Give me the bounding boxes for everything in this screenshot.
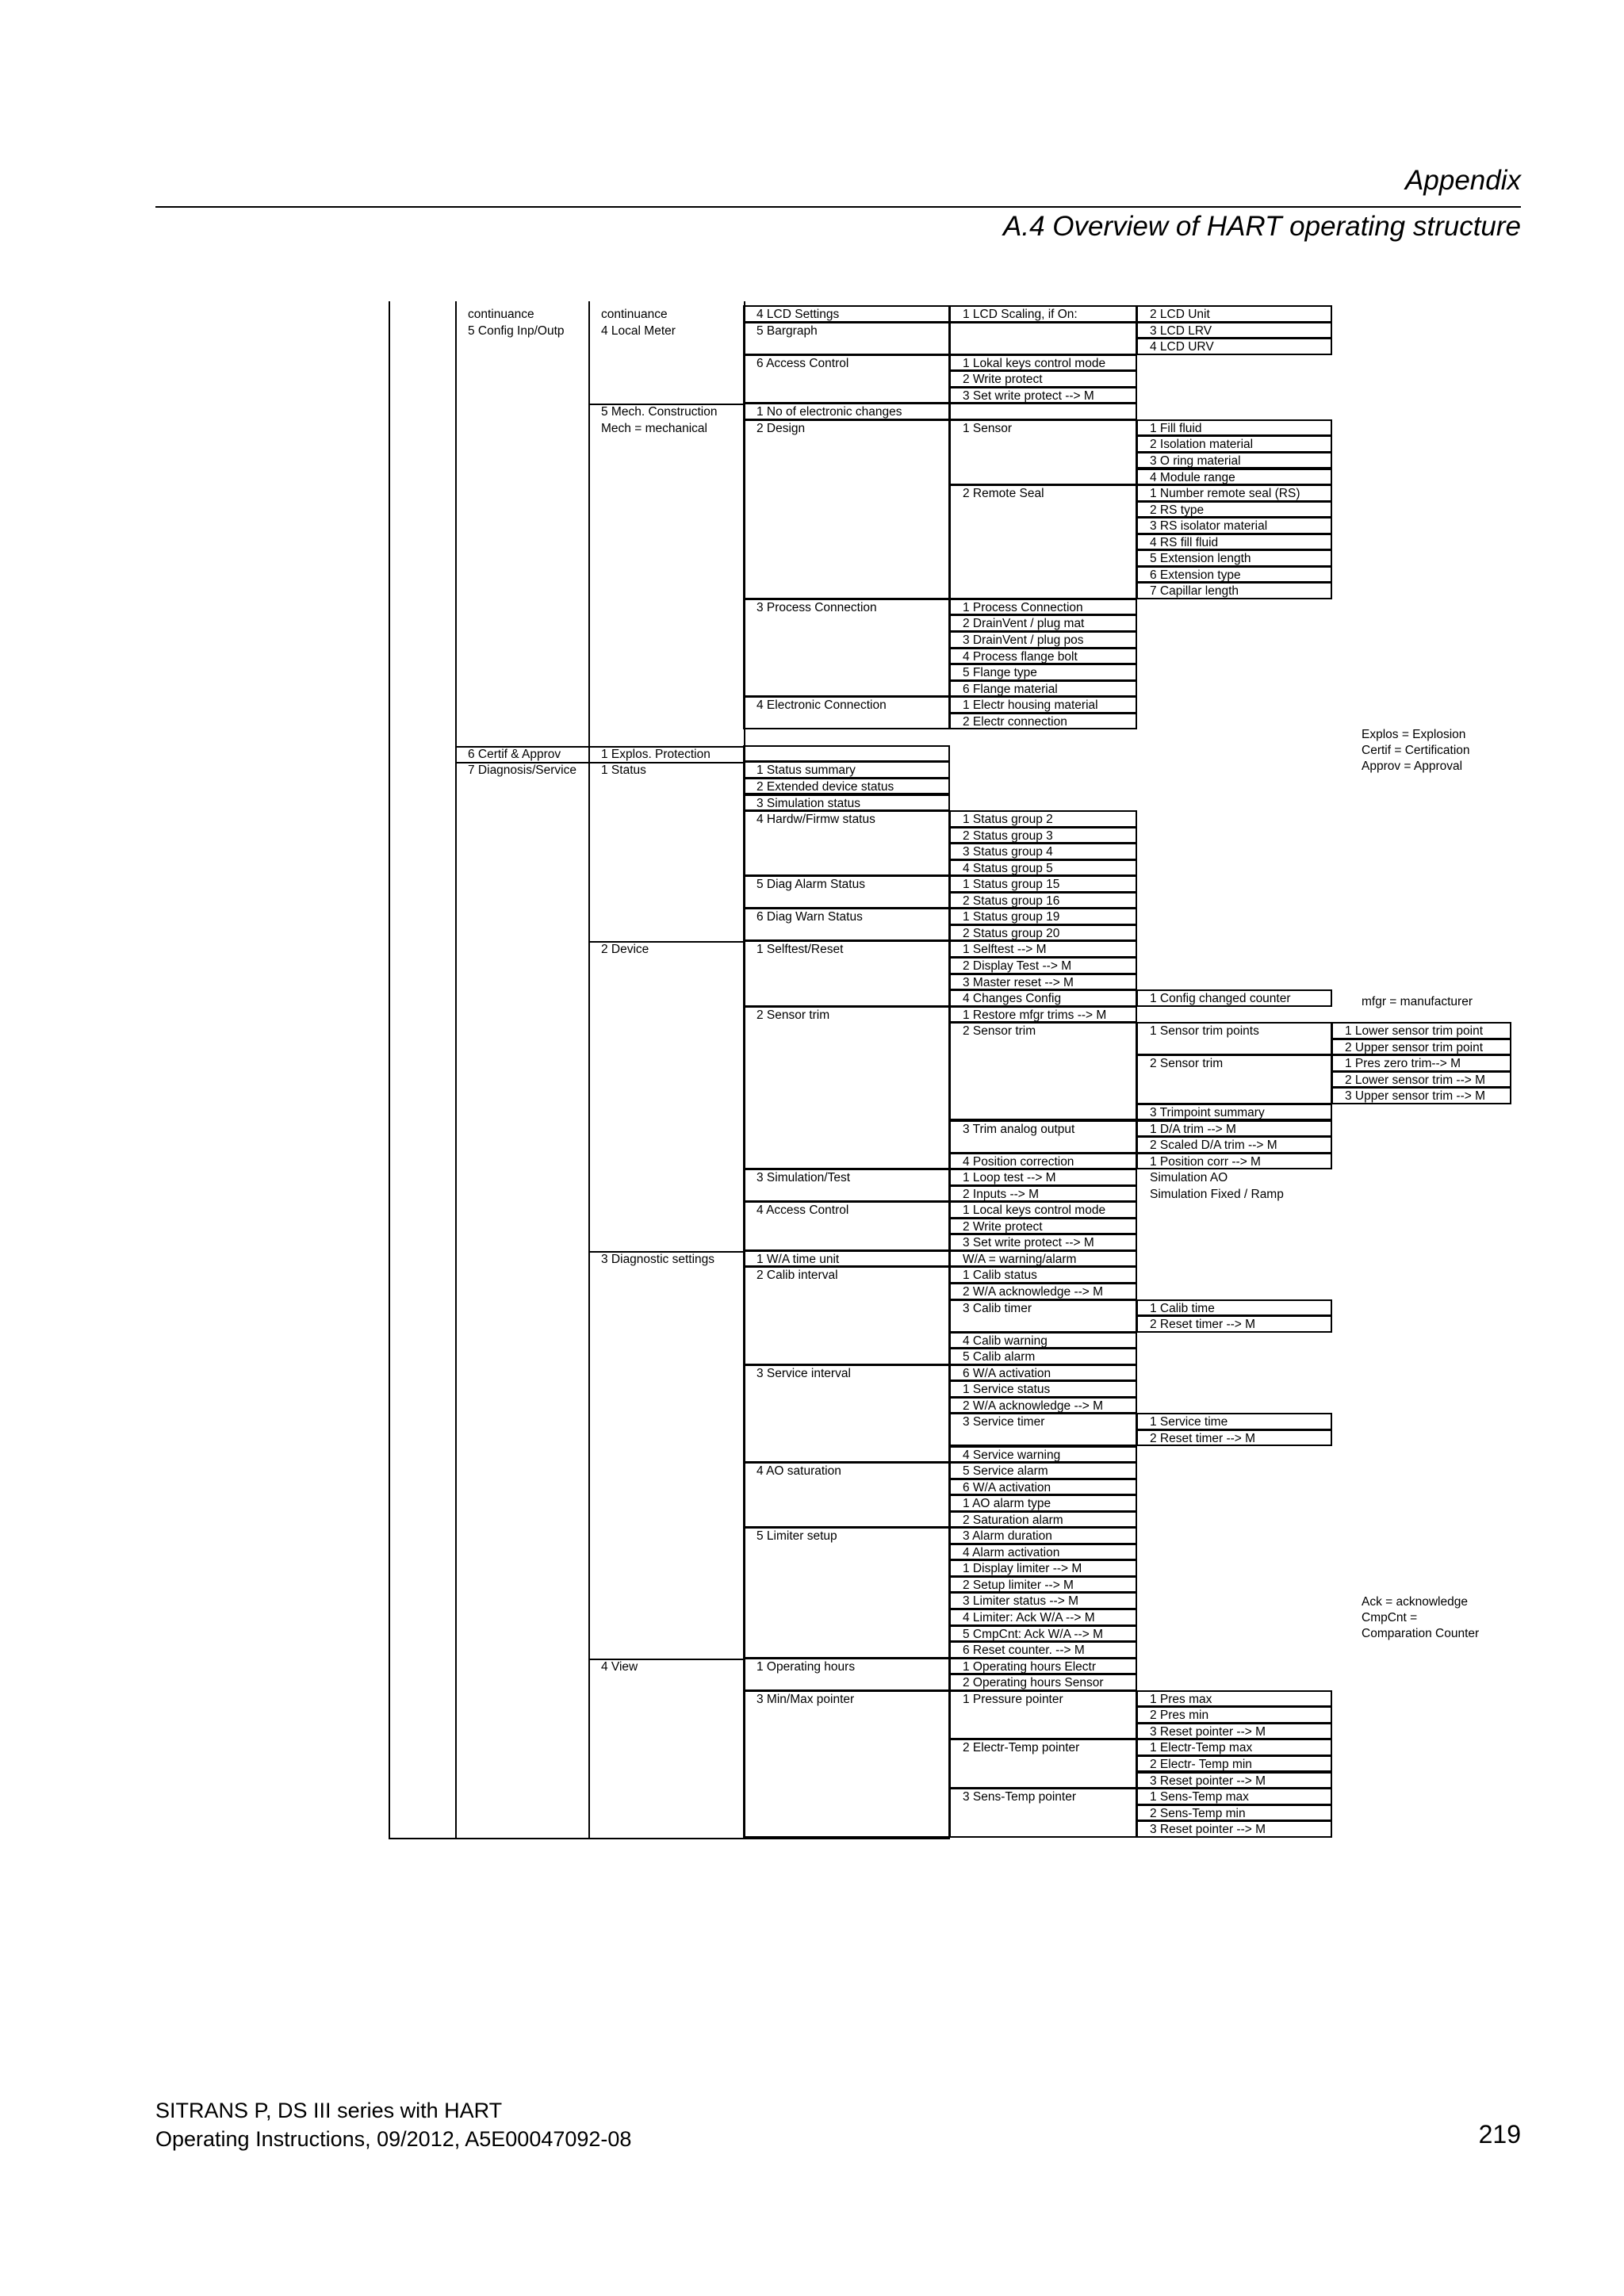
menu-item[interactable]: 2 RS type (1150, 503, 1205, 517)
menu-item[interactable]: 1 Electr housing material (963, 698, 1098, 713)
menu-item[interactable]: 5 Mech. Construction (601, 405, 718, 419)
menu-item[interactable]: 5 Bargraph (756, 323, 818, 338)
menu-item[interactable]: Simulation AO (1150, 1171, 1228, 1185)
menu-item[interactable]: 2 Status group 20 (963, 926, 1060, 940)
menu-item[interactable]: 4 Process flange bolt (963, 649, 1078, 664)
menu-item[interactable]: 3 DrainVent / plug pos (963, 633, 1084, 647)
menu-item[interactable]: 1 Lower sensor trim point (1345, 1024, 1484, 1039)
menu-item[interactable]: 2 Upper sensor trim point (1345, 1040, 1484, 1054)
menu-item[interactable]: 5 Extension length (1150, 552, 1251, 566)
menu-item[interactable]: 1 Pres max (1150, 1692, 1212, 1706)
menu-item[interactable]: 3 Trimpoint summary (1150, 1105, 1265, 1119)
menu-item[interactable]: 1 Operating hours Electr (963, 1659, 1097, 1674)
menu-item[interactable]: 2 DrainVent / plug mat (963, 617, 1085, 631)
menu-item[interactable]: 3 Reset pointer --> M (1150, 1774, 1266, 1788)
menu-item[interactable]: 1 Lokal keys control mode (963, 356, 1106, 370)
menu-item[interactable]: 4 LCD URV (1150, 340, 1214, 354)
menu-item[interactable]: 5 Diag Alarm Status (756, 878, 865, 892)
menu-item[interactable]: 4 Status group 5 (963, 861, 1053, 875)
menu-item[interactable]: 2 Sens-Temp min (1150, 1806, 1246, 1820)
menu-item[interactable]: 4 LCD Settings (756, 308, 840, 321)
menu-item[interactable]: 3 Calib timer (963, 1301, 1032, 1315)
menu-item[interactable]: 1 AO alarm type (963, 1497, 1051, 1511)
menu-item[interactable]: 3 Service timer (963, 1415, 1045, 1429)
menu-item[interactable]: 1 Calib status (963, 1269, 1037, 1283)
menu-item[interactable]: 1 Electr-Temp max (1150, 1741, 1253, 1755)
menu-item[interactable]: 4 Access Control (756, 1203, 849, 1218)
menu-item[interactable]: 2 Isolation material (1150, 438, 1254, 452)
menu-item[interactable]: 4 Electronic Connection (756, 698, 887, 713)
menu-item[interactable]: 1 Loop test --> M (963, 1171, 1056, 1185)
menu-item[interactable]: 1 Position corr --> M (1150, 1154, 1261, 1169)
menu-item[interactable]: 4 RS fill fluid (1150, 535, 1219, 549)
menu-item[interactable]: 6 Flange material (963, 682, 1058, 696)
note-mfgr: mfgr = manufacturer (1362, 995, 1473, 1008)
cell-c5 (949, 403, 1137, 420)
menu-item[interactable]: 1 Display limiter --> M (963, 1562, 1082, 1576)
menu-item[interactable]: 3 Trim analog output (963, 1122, 1075, 1136)
menu-item[interactable]: continuance (468, 308, 534, 321)
menu-item[interactable]: 3 Set write protect --> M (963, 388, 1094, 403)
menu-item[interactable]: 3 Master reset --> M (963, 975, 1074, 989)
menu-item[interactable]: 1 Sensor (963, 421, 1013, 435)
menu-item[interactable]: 2 Calib interval (756, 1269, 838, 1283)
menu-item[interactable]: 1 Pressure pointer (963, 1692, 1063, 1706)
menu-item[interactable]: 3 Simulation status (756, 796, 860, 810)
menu-item[interactable]: 3 Reset pointer --> M (1150, 1823, 1266, 1837)
tree-bottom-rule (389, 1838, 950, 1839)
tree-border-2 (455, 301, 457, 1838)
menu-item[interactable]: 4 Position correction (963, 1154, 1074, 1169)
page-number: 219 (1478, 2120, 1521, 2149)
menu-item[interactable]: 3 Status group 4 (963, 845, 1053, 859)
menu-item[interactable]: 4 Calib warning (963, 1334, 1048, 1348)
menu-item[interactable]: 3 Simulation/Test (756, 1171, 851, 1185)
menu-item[interactable]: 1 Service status (963, 1383, 1051, 1397)
menu-item[interactable]: 1 Local keys control mode (963, 1203, 1106, 1218)
menu-item[interactable]: 1 No of electronic changes (756, 405, 902, 419)
menu-item[interactable]: 1 Operating hours (756, 1659, 856, 1674)
menu-item[interactable]: 1 LCD Scaling, if On: (963, 308, 1078, 321)
tree-border-1 (389, 301, 390, 1838)
menu-item[interactable]: 1 Status (601, 763, 646, 778)
menu-item[interactable]: 2 Status group 16 (963, 894, 1060, 908)
menu-item[interactable]: 1 Fill fluid (1150, 421, 1202, 435)
cell-c4 (743, 1006, 950, 1170)
menu-item[interactable]: 2 Remote Seal (963, 487, 1044, 501)
menu-item[interactable]: 2 Pres min (1150, 1709, 1209, 1723)
menu-item[interactable]: 6 Certif & Approv (468, 747, 561, 761)
menu-item[interactable]: 3 Upper sensor trim --> M (1345, 1089, 1486, 1104)
menu-item[interactable]: 2 Device (601, 943, 649, 957)
menu-item[interactable]: 1 Sens-Temp max (1150, 1790, 1249, 1804)
menu-item[interactable]: 2 Design (756, 421, 806, 435)
menu-item[interactable]: 3 Alarm duration (963, 1529, 1052, 1544)
menu-item[interactable]: 3 Diagnostic settings (601, 1252, 715, 1266)
menu-item[interactable]: 4 Changes Config (963, 992, 1062, 1006)
menu-item[interactable]: 1 Status group 15 (963, 878, 1060, 892)
header-subtitle: A.4 Overview of HART operating structure (1003, 211, 1521, 242)
menu-item[interactable]: 2 Inputs --> M (963, 1187, 1040, 1201)
menu-item[interactable]: 3 Sens-Temp pointer (963, 1790, 1077, 1804)
menu-item[interactable]: 2 Extended device status (756, 779, 894, 794)
menu-item[interactable]: 1 Explos. Protection (601, 747, 710, 761)
menu-item[interactable]: 5 Service alarm (963, 1464, 1048, 1479)
menu-item[interactable]: 2 Reset timer --> M (1150, 1431, 1256, 1445)
menu-item[interactable]: 2 W/A acknowledge --> M (963, 1399, 1104, 1413)
menu-item[interactable]: 2 Scaled D/A trim --> M (1150, 1138, 1277, 1153)
menu-item[interactable]: 4 Alarm activation (963, 1545, 1060, 1559)
menu-item[interactable]: 6 W/A activation (963, 1480, 1051, 1494)
menu-item[interactable]: 5 Config Inp/Outp (468, 323, 565, 338)
menu-item[interactable]: 4 Limiter: Ack W/A --> M (963, 1611, 1095, 1624)
menu-item[interactable]: continuance (601, 308, 668, 321)
menu-item[interactable]: Mech = mechanical (601, 421, 707, 435)
note-certif: Certif = Certification (1362, 744, 1470, 757)
menu-item[interactable]: 2 Setup limiter --> M (963, 1578, 1074, 1592)
menu-item[interactable]: 6 W/A activation (963, 1366, 1051, 1380)
menu-item[interactable]: 3 Set write protect --> M (963, 1236, 1094, 1250)
menu-item[interactable]: 2 Electr-Temp pointer (963, 1741, 1080, 1755)
menu-item[interactable]: 4 AO saturation (756, 1464, 841, 1479)
menu-item[interactable]: 1 Selftest/Reset (756, 943, 844, 957)
menu-item[interactable]: 3 Service interval (756, 1366, 851, 1380)
menu-item[interactable]: 2 Sensor trim (1150, 1057, 1224, 1071)
tree-border-3 (588, 301, 590, 1838)
menu-item[interactable]: 2 Electr- Temp min (1150, 1757, 1252, 1771)
menu-item[interactable]: 3 LCD LRV (1150, 323, 1212, 338)
menu-item[interactable]: 1 Status group 2 (963, 813, 1053, 827)
footer-product: SITRANS P, DS III series with HART (155, 2099, 503, 2122)
menu-item[interactable]: 1 Calib time (1150, 1301, 1215, 1315)
menu-item[interactable]: 2 Reset timer --> M (1150, 1318, 1256, 1332)
note-explos: Explos = Explosion (1362, 728, 1466, 741)
menu-item[interactable]: 4 Local Meter (601, 323, 676, 338)
menu-item[interactable]: 2 Write protect (963, 1219, 1043, 1234)
cell-c4 (743, 1527, 950, 1658)
menu-item[interactable]: 4 View (601, 1659, 638, 1674)
menu-item[interactable]: 1 Status summary (756, 763, 856, 778)
note-ack: Ack = acknowledge (1362, 1595, 1468, 1609)
menu-item[interactable]: 2 Saturation alarm (963, 1513, 1063, 1527)
menu-item[interactable]: 5 Limiter setup (756, 1529, 837, 1544)
note-cmpcnt-desc: Comparation Counter (1362, 1627, 1480, 1640)
menu-item[interactable]: 2 Sensor trim (756, 1008, 830, 1022)
menu-item[interactable]: 6 Access Control (756, 356, 849, 370)
menu-item[interactable]: 2 Lower sensor trim --> M (1345, 1073, 1486, 1087)
menu-item[interactable]: 1 Process Connection (963, 600, 1083, 614)
menu-item[interactable]: 3 Reset pointer --> M (1150, 1724, 1266, 1739)
menu-item[interactable]: 7 Capillar length (1150, 584, 1239, 599)
menu-item[interactable]: 7 Diagnosis/Service (468, 763, 576, 778)
menu-item[interactable]: 1 Selftest --> M (963, 943, 1047, 957)
menu-item[interactable]: 1 Config changed counter (1150, 992, 1291, 1006)
note-approv: Approv = Approval (1362, 760, 1463, 773)
menu-item[interactable]: 2 Electr connection (963, 714, 1067, 729)
note-cmpcnt: CmpCnt = (1362, 1611, 1418, 1624)
cell-c4 (743, 745, 950, 763)
menu-item[interactable]: 2 Operating hours Sensor (963, 1676, 1104, 1690)
menu-item[interactable]: 3 RS isolator material (1150, 519, 1268, 534)
cell-c4 (743, 1690, 950, 1838)
menu-item[interactable]: 3 Limiter status --> M (963, 1594, 1078, 1609)
menu-item[interactable]: 1 D/A trim --> M (1150, 1122, 1236, 1136)
menu-item[interactable]: 1 W/A time unit (756, 1252, 840, 1266)
cell-c5 (949, 322, 1137, 355)
menu-item[interactable]: 2 W/A acknowledge --> M (963, 1285, 1104, 1299)
menu-item[interactable]: 1 Number remote seal (RS) (1150, 487, 1300, 501)
menu-item[interactable]: 3 Process Connection (756, 600, 877, 614)
menu-item[interactable]: W/A = warning/alarm (963, 1252, 1077, 1266)
menu-item[interactable]: 6 Extension type (1150, 568, 1241, 582)
menu-item[interactable]: 5 Flange type (963, 666, 1037, 680)
menu-item[interactable]: 6 Reset counter. --> M (963, 1644, 1085, 1658)
menu-item[interactable]: 1 Restore mfgr trims --> M (963, 1008, 1107, 1022)
menu-item[interactable]: 2 Status group 3 (963, 828, 1053, 843)
menu-item[interactable]: 3 O ring material (1150, 453, 1241, 468)
cell-c4 (743, 419, 950, 599)
menu-item[interactable]: 2 LCD Unit (1150, 308, 1210, 321)
menu-item[interactable]: 1 Service time (1150, 1415, 1228, 1429)
menu-item[interactable]: 2 Sensor trim (963, 1024, 1036, 1039)
menu-item[interactable]: 2 Write protect (963, 373, 1043, 387)
menu-item[interactable]: 4 Hardw/Firmw status (756, 813, 875, 827)
menu-item[interactable]: Simulation Fixed / Ramp (1150, 1187, 1284, 1201)
menu-item[interactable]: 2 Display Test --> M (963, 959, 1072, 973)
header-title: Appendix (1405, 165, 1521, 196)
menu-item[interactable]: 4 Service warning (963, 1448, 1061, 1462)
menu-item[interactable]: 1 Sensor trim points (1150, 1024, 1259, 1039)
footer-doc: Operating Instructions, 09/2012, A5E00047092-08 (155, 2127, 632, 2151)
menu-item[interactable]: 6 Diag Warn Status (756, 910, 863, 924)
menu-item[interactable]: 5 Calib alarm (963, 1350, 1036, 1364)
menu-item[interactable]: 4 Module range (1150, 470, 1235, 484)
menu-item[interactable]: 3 Min/Max pointer (756, 1692, 855, 1706)
menu-item[interactable]: 1 Status group 19 (963, 910, 1060, 924)
menu-item[interactable]: 1 Pres zero trim--> M (1345, 1057, 1461, 1071)
menu-item[interactable]: 5 CmpCnt: Ack W/A --> M (963, 1627, 1103, 1641)
